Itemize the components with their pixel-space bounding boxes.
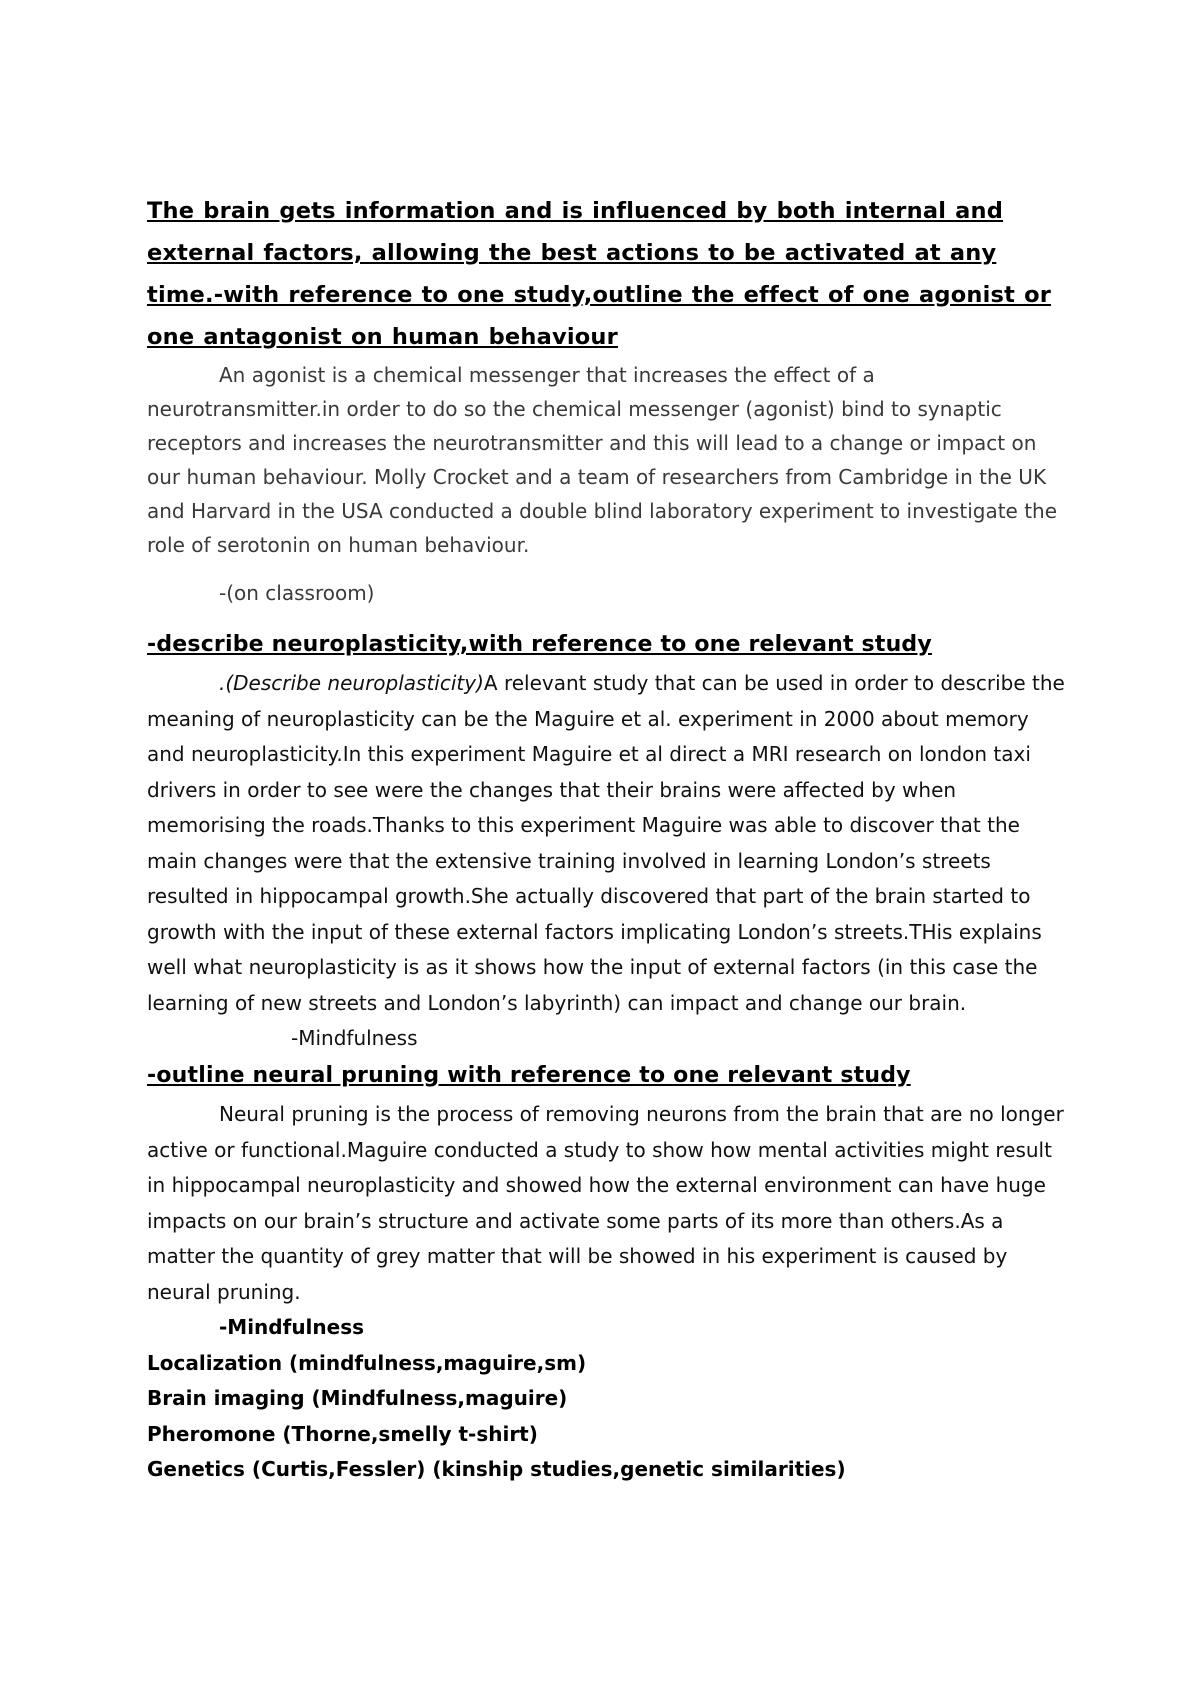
section1-body: [147, 358, 1067, 562]
section3-heading: -outline neural pruning with reference to one relevant study: [147, 1063, 911, 1088]
topic-item: Localization (mindfulness,maguire,sm): [147, 1350, 587, 1375]
topic-item: -Mindfulness: [219, 1315, 365, 1339]
section1-heading: The brain gets information and is influenced by both internal and external factors, allowing the best actions to be activated at any time.-with reference to one study,outline the effect of one agonist or one antagonist on human behaviour: [147, 198, 1052, 350]
section2-body-text: A relevant study that can be used in order to describe the meaning of neuroplasticity can be the Maguire et al. experiment in 2000 about memory and neuroplasticity.In this experiment Maguire et al direct a MRI research on london taxi drivers in order to see were the changes that their brains were affected by when memorising the roads.Thanks to this experiment Maguire was able to discover that the main changes were that the extensive training involved in learning London’s streets resulted in hippocampal growth.She actually discovered that part of the brain started to growth with the input of these external factors implicating London’s streets.THis explains well what neuroplasticity is as it shows how the input of external factors (in this case the learning of new streets and London’s labyrinth) can impact and change our brain.: [147, 671, 1065, 1015]
section2-italic-lead: .(Describe neuroplasticity): [219, 671, 484, 695]
section1-body-text: An agonist is a chemical messenger that increases the effect of a neurotransmitter.in order to do so the chemical messenger (agonist) bind to synaptic receptors and increases the neurotransmitter and this will lead to a change or impact on our human behaviour. Molly Crocket and a team of researchers from Cambridge in the UK and Harvard in the USA conducted a double blind laboratory experiment to investigate the role of serotonin on human behaviour.: [147, 363, 1058, 557]
topic-item: Pheromone (Thorne,smelly t-shirt): [147, 1421, 538, 1446]
section2-heading: -describe neuroplasticity,with reference to one relevant study: [147, 632, 932, 657]
document-page: [147, 190, 1067, 1488]
section2-note: -Mindfulness: [291, 1026, 418, 1050]
topic-item: Genetics (Curtis,Fessler) (kinship studies,genetic similarities): [147, 1457, 846, 1481]
section2-body: [147, 666, 1067, 1021]
section3-body-text: Neural pruning is the process of removing neurons from the brain that are no longer active or functional.Maguire conducted a study to show how mental activities might result in hippocampal neuroplasticity and showed how the external environment can have huge impacts on our brain’s structure and activate some parts of its more than others.As a matter the quantity of grey matter that will be showed in his experiment is caused by neural pruning.: [147, 1102, 1064, 1304]
section3-body: [147, 1097, 1067, 1310]
section1-note: -(on classroom): [219, 581, 375, 605]
topic-item: Brain imaging (Mindfulness,maguire): [147, 1386, 568, 1410]
